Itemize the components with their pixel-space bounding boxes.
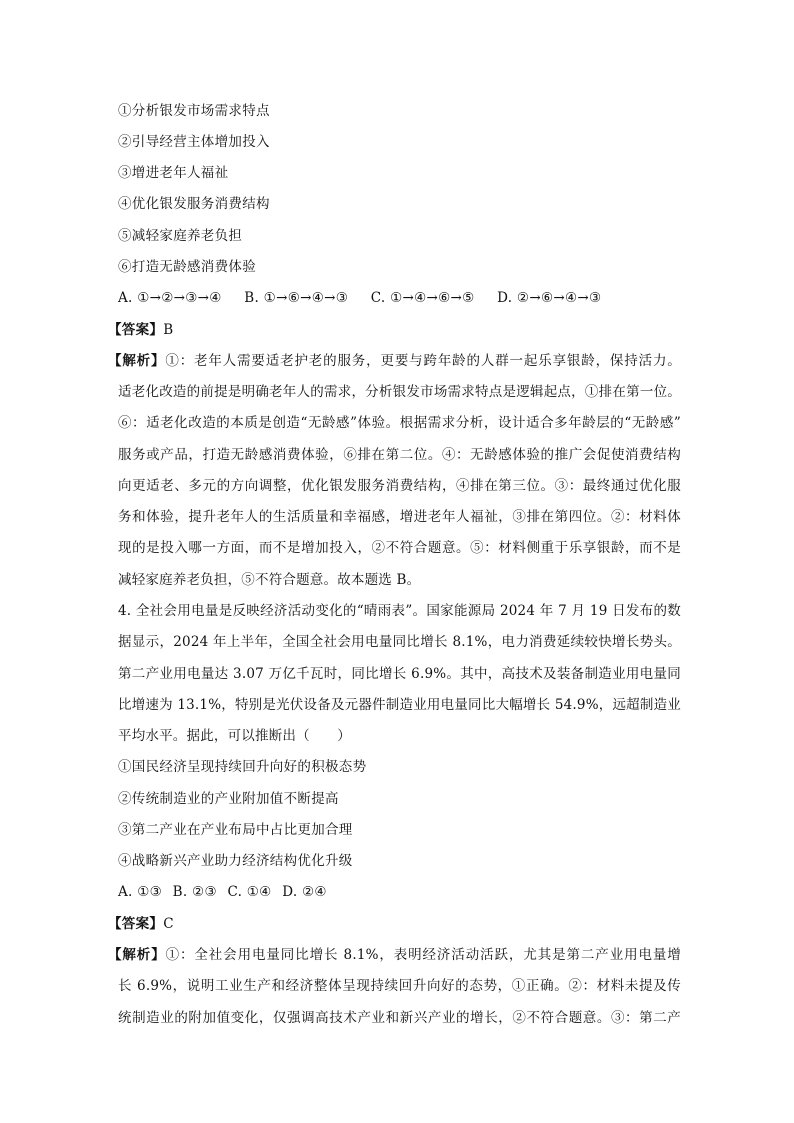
q4-options xyxy=(118,882,688,902)
q4-stem-line-3: 第二产业用电量达 3.07 万亿千瓦时，同比增长 6.9%。其中，高技术及装备制造业用电量同 xyxy=(118,666,681,682)
q3-item-6: ⑥打造无龄感消费体验 xyxy=(118,259,256,275)
q3-analysis-line-2: 适老化改造的前提是明确老年人的需求，分析银发市场需求特点是逻辑起点，①排在第一位。 xyxy=(118,384,681,400)
q4-item-2: ②传统制造业的产业附加值不断提高 xyxy=(118,791,339,807)
q3-analysis-line-8: 减轻家庭养老负担，⑤不符合题意。故本题选 B。 xyxy=(118,572,421,588)
q4-item-1: ①国民经济呈现持续回升向好的积极态势 xyxy=(118,759,367,775)
q3-analysis-text-1: ①：老年人需要适老护老的服务，更要与跨年龄的人群一起乐享银龄，保持活力。 xyxy=(165,353,681,369)
q3-analysis-line-7: 现的是投入哪一方面，而不是增加投入，②不符合题意。⑤：材料侧重于乐享银龄，而不是 xyxy=(118,540,681,556)
q4-stem-line-2: 据显示，2024 年上半年，全国全社会用电量同比增长 8.1%，电力消费延续较快增长势头。 xyxy=(118,634,681,650)
q4-option-a: A. ①③ xyxy=(118,884,163,900)
q3-answer xyxy=(108,320,678,340)
q3-option-c: C. ①→④→⑥→⑤ xyxy=(370,290,475,306)
q3-analysis-label: 【解析】 xyxy=(108,353,166,369)
q3-answer-value: B xyxy=(163,322,174,338)
q4-answer-label: 【答案】 xyxy=(108,916,164,932)
q4-option-b: B. ②③ xyxy=(172,884,217,900)
q3-item-2: ②引导经营主体增加投入 xyxy=(118,134,270,150)
q4-stem-line-4: 比增速为 13.1%，特别是光伏设备及元器件制造业用电量同比大幅增长 54.9%，远超制造业 xyxy=(118,697,681,713)
q3-answer-label: 【答案】 xyxy=(108,322,164,338)
q3-item-3: ③增进老年人福祉 xyxy=(118,165,229,181)
q3-item-1: ①分析银发市场需求特点 xyxy=(118,103,270,119)
q3-option-b: B. ①→⑥→④→③ xyxy=(244,290,349,306)
q3-options xyxy=(118,288,688,308)
q3-option-a: A. ①→②→③→④ xyxy=(118,290,222,306)
q3-item-5: ⑤减轻家庭养老负担 xyxy=(118,228,243,244)
q4-option-d: D. ②④ xyxy=(282,884,327,900)
q4-stem-line-1: 4. 全社会用电量是反映经济活动变化的“晴雨表”。国家能源局 2024 年 7 月 19 日发布的数 xyxy=(118,603,681,619)
q3-analysis-line-1 xyxy=(108,351,681,371)
q4-stem-line-5: 平均水平。据此，可以推断出（ ） xyxy=(118,728,351,744)
q4-option-c: C. ①④ xyxy=(227,884,272,900)
q4-analysis-text-1: ①：全社会用电量同比增长 8.1%，表明经济活动活跃，尤其是第二产业用电量增 xyxy=(165,947,681,963)
q4-item-4: ④战略新兴产业助力经济结构优化升级 xyxy=(118,853,353,869)
q3-option-d: D. ②→⑥→④→③ xyxy=(497,290,602,306)
q3-analysis-line-3: ⑥：适老化改造的本质是创造“无龄感”体验。根据需求分析，设计适合多年龄层的“无龄感” xyxy=(118,415,681,431)
q3-item-4: ④优化银发服务消费结构 xyxy=(118,196,270,212)
q4-item-3: ③第二产业在产业布局中占比更加合理 xyxy=(118,822,353,838)
q3-analysis-line-6: 务和体验，提升老年人的生活质量和幸福感，增进老年人福祉，③排在第四位。②：材料体 xyxy=(118,509,681,525)
q4-answer-value: C xyxy=(163,916,174,932)
q4-analysis-line-3: 统制造业的附加值变化，仅强调高技术产业和新兴产业的增长，②不符合题意。③：第二产 xyxy=(118,1010,681,1026)
q3-analysis-line-5: 向更适老、多元的方向调整，优化银发服务消费结构，④排在第三位。③：最终通过优化服 xyxy=(118,478,681,494)
q4-analysis-line-2: 长 6.9%，说明工业生产和经济整体呈现持续回升向好的态势，①正确。②：材料未提及传 xyxy=(118,978,681,994)
q4-analysis-label: 【解析】 xyxy=(108,947,166,963)
q4-answer xyxy=(108,914,678,934)
q3-analysis-line-4: 服务或产品，打造无龄感消费体验，⑥排在第二位。④：无龄感体验的推广会促使消费结构 xyxy=(118,447,681,463)
q4-analysis-line-1 xyxy=(108,945,681,965)
